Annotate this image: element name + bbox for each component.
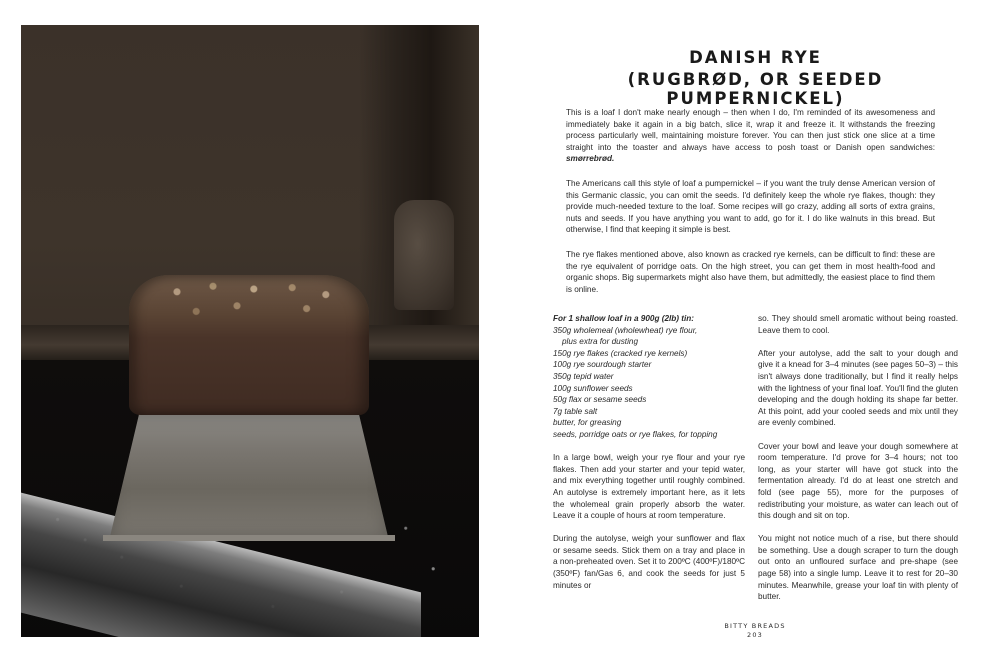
method-step: Cover your bowl and leave your dough somewhere at room temperature. I'd prove for 3–4 hours; not too long, as your starter will have got stuck into the fermentation already. I'd do at least one stretch and fold (see page 55), more for the purposes of redistributing your moisture, as water can leach out of this dough and sit on top.	[758, 441, 958, 521]
photo-background-jar	[394, 200, 454, 310]
ingredient-item: 7g table salt	[553, 406, 598, 416]
ingredient-item: 350g wholemeal (wholewheat) rye flour,	[553, 325, 698, 335]
intro-paragraph-1	[566, 107, 935, 165]
ingredient-item: plus extra for dusting	[562, 337, 639, 347]
recipe-column-right	[758, 313, 958, 614]
running-section-title: BITTY BREADS	[724, 622, 786, 630]
spacer	[553, 441, 745, 453]
method-step: During the autolyse, weigh your sunflower and flax or sesame seeds. Stick them on a tray and place in a non-preheated oven. Set it to 200ºC (400ºF)/180ºC (350ºF) fan/Gas 6, and cook the seeds for just 5 minutes or	[553, 534, 745, 590]
method-step: so. They should smell aromatic without being roasted. Leave them to cool.	[758, 314, 958, 335]
ingredient-item: 100g sunflower seeds	[553, 383, 633, 393]
recipe-subtitle: (RUGBRØD, OR SEEDED PUMPERNICKEL)	[627, 70, 884, 108]
intro-paragraph-2: The Americans call this style of loaf a pumpernickel – if you want the truly dense American version of this Germanic classic, you can omit the seeds. I'd definitely keep the whole rye flakes, though: they provide much-needed texture to the loaf. Some recipes will go crazy, adding all sorts of extra grains, nuts and seeds. If you have anything you want to add, go for it. I do like walnuts in this bread. But otherwise, I find that keeping it simple is best.	[566, 179, 935, 235]
recipe-photo	[21, 25, 479, 637]
intro-emphasis-smorrebrod: smørrebrød.	[566, 154, 615, 164]
method-step: In a large bowl, weigh your rye flour and your rye flakes. Then add your starter and your tepid water, and mix everything together until roughly combined. An autolyse is extremely important here, as it lets the wholemeal grain properly absorb the water. Leave it a couple of hours at room temperature.	[553, 453, 745, 521]
ingredient-item: butter, for greasing	[553, 418, 622, 428]
photo-rye-loaf	[129, 275, 369, 415]
ingredient-item: seeds, porridge oats or rye flakes, for topping	[553, 429, 718, 439]
ingredient-item: 350g tepid water	[553, 371, 614, 381]
ingredients-heading: For 1 shallow loaf in a 900g (2lb) tin:	[553, 314, 695, 323]
page-number: 203	[746, 631, 763, 639]
recipe-column-left	[553, 313, 745, 603]
intro-paragraph-3: The rye flakes mentioned above, also known as cracked rye kernels, can be difficult to find: these are the rye equivalent of porridge oats. On the high street, you can get them in most health-food and organic shops. Big supermarkets might also have them, but admittedly, the easiest place to find them is online.	[566, 250, 935, 294]
photo-loaf-tin-rim	[103, 535, 395, 541]
ingredient-item: 50g flax or sesame seeds	[553, 395, 647, 405]
ingredient-item: 100g rye sourdough starter	[553, 360, 652, 370]
ingredient-item: 150g rye flakes (cracked rye kernels)	[553, 348, 688, 358]
photo-loaf-tin	[109, 411, 389, 541]
method-step: You might not notice much of a rise, but there should be something. Use a dough scraper to turn the dough out onto an unfloured surface and pre-shape (see page 58) into a single lump. Leave it to rest for 20–30 minutes. Meanwhile, grease your loaf tin with plenty of butter.	[758, 534, 958, 602]
intro-paragraph-1-text: This is a loaf I don't make nearly enough – then when I do, I'm reminded of its awesomeness and immediately bake it again in a big batch, slice it, wrap it and freeze it. It withstands the freezing process particularly well, maintaining moisture forever. You can then just stick one slice at a time straight into the toaster and always have access to posh toast or Danish open sandwiches:	[566, 108, 935, 152]
method-step: After your autolyse, add the salt to your dough and give it a knead for 3–4 minutes (see pages 50–3) – this isn't always done traditionally, but I find it really helps with the lightness of your final loaf. You'll find the gluten developing and the dough holding its shape far better. At this point, add your cooled seeds and mix until they are evenly combined.	[758, 348, 959, 428]
recipe-title: DANISH RYE	[689, 48, 822, 67]
page-footer	[705, 622, 805, 640]
